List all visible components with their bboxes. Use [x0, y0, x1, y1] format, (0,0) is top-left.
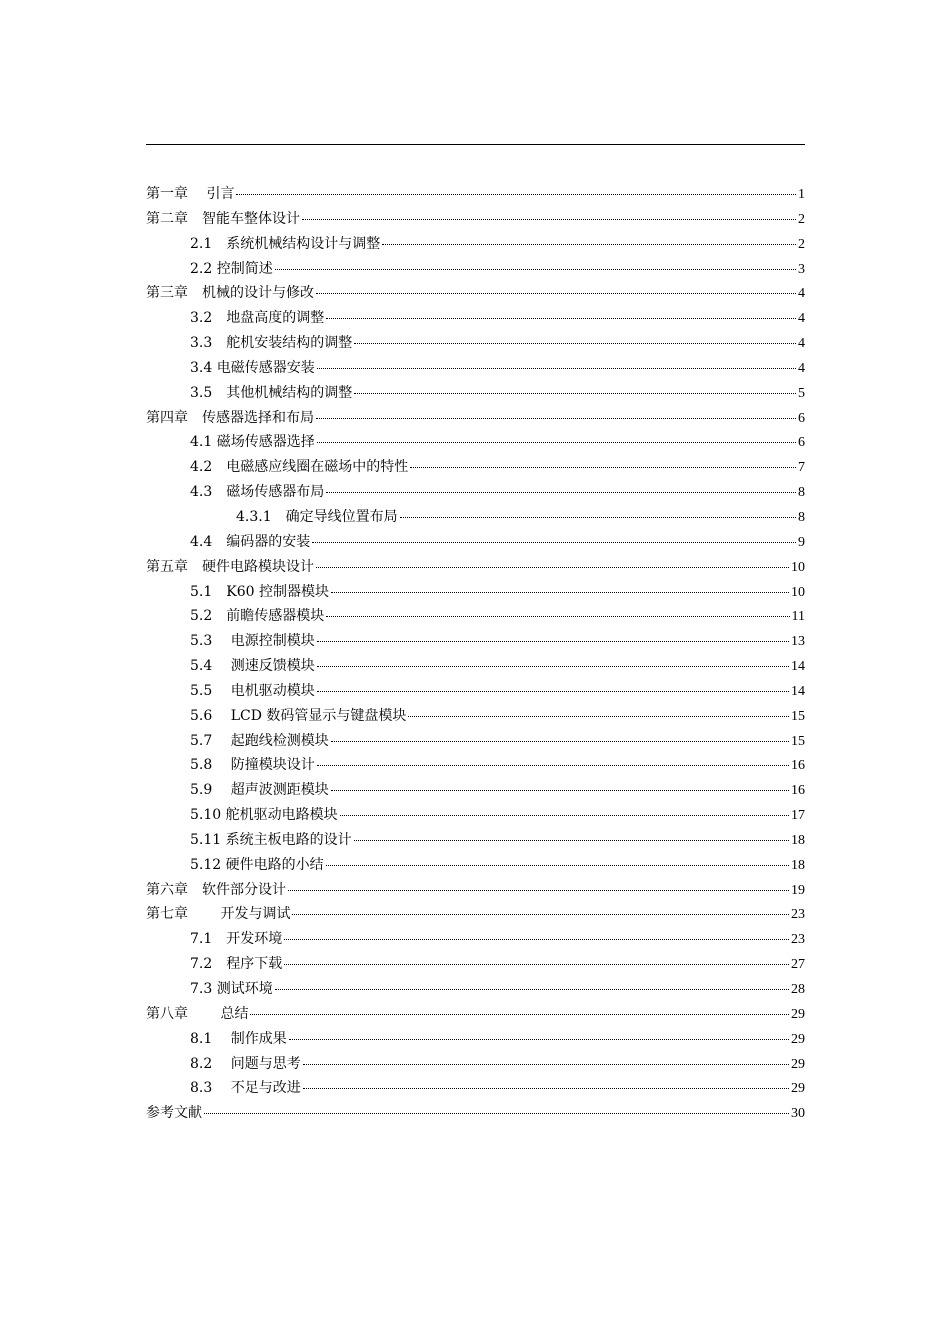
toc-dot-leader — [250, 1013, 789, 1015]
toc-entry[interactable] — [146, 902, 805, 927]
toc-entry-page-number: 6 — [798, 435, 805, 451]
toc-entry[interactable] — [146, 753, 805, 778]
toc-entry-page-number: 2 — [798, 211, 805, 227]
toc-dot-leader — [317, 690, 789, 692]
toc-entry-page-number: 16 — [791, 783, 805, 799]
toc-entry-page-number: 29 — [791, 1081, 805, 1097]
toc-dot-leader — [303, 1063, 789, 1065]
toc-entry-label: 第五章 硬件电路模块设计 — [146, 558, 314, 575]
toc-entry-page-number: 28 — [791, 982, 805, 997]
toc-entry-label: 第三章 机械的设计与修改 — [146, 285, 314, 302]
toc-entry[interactable] — [146, 629, 805, 654]
toc-dot-leader — [326, 615, 789, 617]
toc-dot-leader — [331, 789, 789, 791]
toc-dot-leader — [317, 764, 789, 766]
toc-dot-leader — [288, 889, 789, 891]
toc-entry-label: 5.3 电源控制模块 — [190, 633, 315, 650]
toc-entry-label: 第八章 总结 — [146, 1005, 249, 1022]
toc-entry-label: 8.3 不足与改进 — [190, 1080, 301, 1097]
toc-entry-page-number: 4 — [798, 360, 805, 376]
toc-dot-leader — [317, 441, 796, 443]
toc-entry[interactable] — [146, 232, 805, 257]
toc-entry[interactable] — [146, 977, 805, 1002]
toc-entry[interactable] — [146, 927, 805, 952]
toc-entry[interactable] — [146, 580, 805, 605]
toc-entry-page-number: 13 — [791, 634, 805, 650]
toc-dot-leader — [316, 417, 796, 419]
toc-dot-leader — [382, 243, 796, 245]
toc-entry-label: 4.3.1 确定导线位置布局 — [236, 508, 398, 525]
toc-entry-label: 4.3 磁场传感器布局 — [190, 484, 325, 501]
toc-entry-label: 第六章 软件部分设计 — [146, 881, 286, 898]
toc-entry-page-number: 6 — [798, 410, 805, 426]
toc-entry-page-number: 29 — [791, 1031, 805, 1047]
toc-entry-label: 5.2 前瞻传感器模块 — [190, 608, 325, 625]
toc-entry-page-number: 29 — [791, 1006, 805, 1022]
toc-entry[interactable] — [146, 406, 805, 431]
toc-entry-label: 4.2 电磁感应线圈在磁场中的特性 — [190, 459, 409, 476]
toc-dot-leader — [317, 640, 789, 642]
toc-entry-page-number: 14 — [791, 683, 805, 699]
toc-dot-leader — [236, 193, 796, 195]
toc-entry-label: 3.3 舵机安装结构的调整 — [190, 335, 353, 352]
toc-entry-label: 5.6 LCD 数码管显示与键盘模块 — [190, 707, 407, 724]
toc-dot-leader — [340, 814, 789, 816]
toc-dot-leader — [331, 740, 789, 742]
toc-dot-leader — [312, 541, 796, 543]
toc-entry-label: 5.1 K60 控制器模块 — [190, 583, 329, 600]
toc-entry[interactable] — [146, 1101, 805, 1126]
toc-dot-leader — [284, 963, 789, 965]
toc-entry-label: 2.1 系统机械结构设计与调整 — [190, 235, 381, 252]
toc-entry[interactable] — [146, 878, 805, 903]
toc-dot-leader — [303, 1087, 789, 1089]
toc-entry-page-number: 2 — [798, 236, 805, 252]
toc-entry-label: 3.4 电磁传感器安装 — [190, 359, 315, 376]
toc-entry[interactable] — [146, 704, 805, 729]
toc-entry-label: 7.1 开发环境 — [190, 931, 283, 948]
table-of-contents — [146, 182, 805, 1126]
toc-entry-page-number: 4 — [798, 336, 805, 352]
toc-entry-label: 第四章 传感器选择和布局 — [146, 409, 314, 426]
toc-entry-page-number: 8 — [798, 509, 805, 525]
toc-dot-leader — [354, 342, 796, 344]
toc-entry[interactable] — [146, 679, 805, 704]
toc-dot-leader — [275, 988, 789, 990]
toc-entry-page-number: 17 — [791, 808, 805, 824]
toc-entry-label: 5.11 系统主板电路的设计 — [190, 831, 352, 848]
toc-dot-leader — [331, 591, 789, 593]
toc-dot-leader — [316, 292, 796, 294]
toc-entry-page-number: 23 — [791, 907, 805, 923]
toc-entry[interactable] — [146, 505, 805, 530]
toc-entry[interactable] — [146, 306, 805, 331]
toc-entry[interactable] — [146, 1052, 805, 1077]
toc-entry-label: 5.10 舵机驱动电路模块 — [190, 807, 338, 824]
toc-entry-page-number: 11 — [791, 609, 805, 625]
toc-entry-label: 8.1 制作成果 — [190, 1030, 287, 1047]
toc-entry-page-number: 1 — [798, 187, 805, 202]
toc-entry-page-number: 4 — [798, 286, 805, 302]
toc-entry-label: 7.3 测试环境 — [190, 981, 273, 997]
toc-entry-label: 2.2 控制简述 — [190, 260, 273, 277]
toc-entry[interactable] — [146, 729, 805, 754]
toc-entry-label: 7.2 程序下载 — [190, 956, 283, 973]
toc-dot-leader — [204, 1112, 789, 1114]
toc-dot-leader — [408, 715, 789, 717]
toc-dot-leader — [410, 466, 796, 468]
toc-entry[interactable] — [146, 455, 805, 480]
toc-dot-leader — [354, 839, 789, 841]
toc-entry-label: 3.2 地盘高度的调整 — [190, 310, 325, 327]
toc-entry-page-number: 29 — [791, 1056, 805, 1072]
toc-dot-leader — [400, 516, 796, 518]
toc-entry[interactable] — [146, 1002, 805, 1027]
toc-entry-label: 5.9 超声波测距模块 — [190, 782, 329, 799]
toc-entry-page-number: 4 — [798, 311, 805, 327]
toc-entry[interactable] — [146, 356, 805, 381]
toc-entry-page-number: 27 — [791, 957, 805, 973]
toc-entry[interactable] — [146, 952, 805, 977]
toc-entry[interactable] — [146, 257, 805, 282]
toc-dot-leader — [326, 864, 789, 866]
toc-entry-page-number: 15 — [791, 708, 805, 724]
toc-entry-page-number: 30 — [791, 1106, 805, 1122]
toc-entry-page-number: 8 — [798, 485, 805, 501]
toc-dot-leader — [284, 938, 789, 940]
toc-entry[interactable] — [146, 555, 805, 580]
toc-entry[interactable] — [146, 381, 805, 406]
toc-entry-page-number: 5 — [798, 385, 805, 401]
toc-entry-page-number: 3 — [798, 261, 805, 277]
toc-dot-leader — [289, 1038, 789, 1040]
toc-entry[interactable] — [146, 604, 805, 629]
toc-entry-page-number: 18 — [791, 857, 805, 873]
toc-entry-label: 5.7 起跑线检测模块 — [190, 732, 329, 749]
toc-entry-label: 4.1 磁场传感器选择 — [190, 434, 315, 451]
toc-entry-page-number: 10 — [791, 584, 805, 600]
toc-entry-page-number: 16 — [791, 758, 805, 774]
toc-entry[interactable] — [146, 281, 805, 306]
toc-entry-label: 参考文献 — [146, 1105, 202, 1122]
toc-dot-leader — [317, 665, 789, 667]
toc-entry-label: 5.12 硬件电路的小结 — [190, 856, 324, 873]
toc-dot-leader — [326, 317, 796, 319]
toc-entry-label: 第二章 智能车整体设计 — [146, 210, 300, 227]
header-rule — [146, 144, 805, 145]
toc-entry-label: 3.5 其他机械结构的调整 — [190, 384, 353, 401]
toc-entry-page-number: 7 — [798, 460, 805, 476]
toc-entry-label: 5.8 防撞模块设计 — [190, 757, 315, 774]
toc-entry-page-number: 10 — [791, 559, 805, 575]
toc-entry[interactable] — [146, 853, 805, 878]
toc-entry[interactable] — [146, 182, 805, 207]
toc-entry[interactable] — [146, 480, 805, 505]
toc-entry-page-number: 14 — [791, 659, 805, 675]
toc-entry-label: 第一章 引言 — [146, 186, 235, 202]
toc-dot-leader — [302, 218, 796, 220]
toc-entry-label: 5.5 电机驱动模块 — [190, 682, 315, 699]
toc-entry[interactable] — [146, 803, 805, 828]
toc-entry[interactable] — [146, 1027, 805, 1052]
toc-entry-page-number: 15 — [791, 733, 805, 749]
toc-entry-page-number: 18 — [791, 832, 805, 848]
toc-dot-leader — [354, 392, 796, 394]
toc-entry[interactable] — [146, 530, 805, 555]
toc-entry[interactable] — [146, 1076, 805, 1101]
toc-entry[interactable] — [146, 828, 805, 853]
toc-entry-label: 5.4 测速反馈模块 — [190, 658, 315, 675]
toc-entry[interactable] — [146, 430, 805, 455]
toc-entry[interactable] — [146, 207, 805, 232]
toc-dot-leader — [316, 566, 789, 568]
toc-entry-page-number: 23 — [791, 932, 805, 948]
toc-dot-leader — [275, 268, 796, 270]
toc-entry-label: 第七章 开发与调试 — [146, 906, 291, 923]
toc-dot-leader — [326, 491, 796, 493]
toc-entry[interactable] — [146, 654, 805, 679]
toc-entry[interactable] — [146, 331, 805, 356]
toc-entry-page-number: 19 — [791, 882, 805, 898]
toc-entry-label: 4.4 编码器的安装 — [190, 533, 311, 550]
toc-entry-label: 8.2 问题与思考 — [190, 1055, 301, 1072]
toc-entry-page-number: 9 — [798, 534, 805, 550]
toc-entry[interactable] — [146, 778, 805, 803]
toc-dot-leader — [317, 367, 796, 369]
toc-dot-leader — [292, 913, 789, 915]
